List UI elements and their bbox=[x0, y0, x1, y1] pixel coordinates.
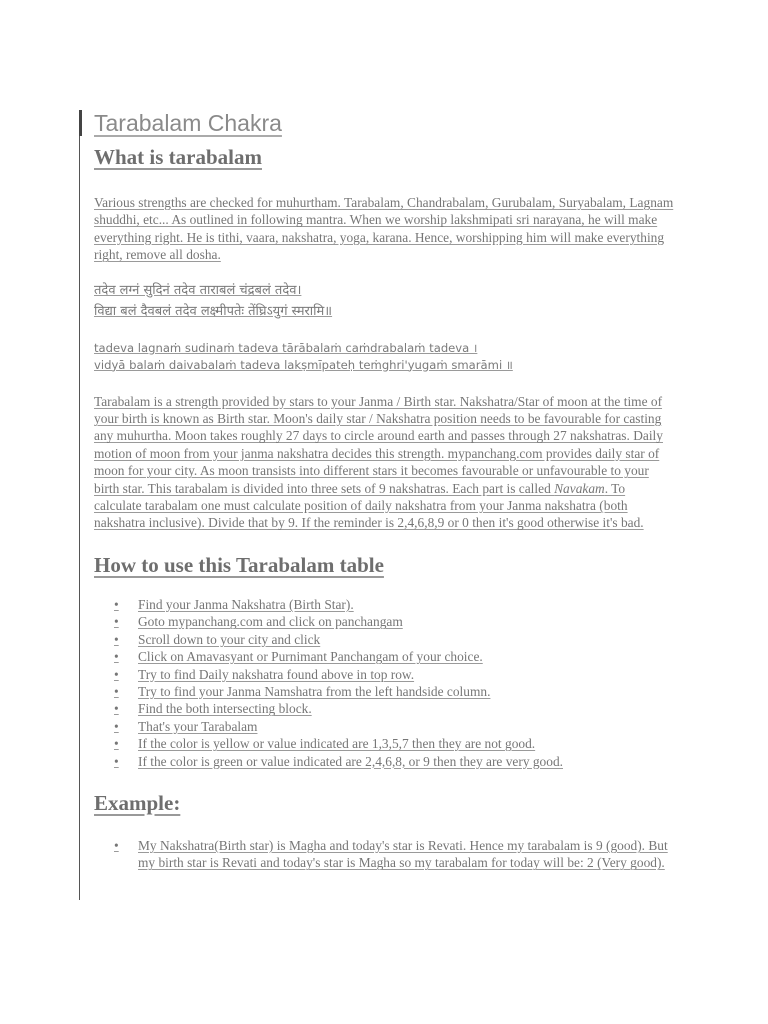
mantra-devanagari bbox=[94, 280, 674, 322]
heading-example: Example: bbox=[94, 790, 181, 815]
list-item bbox=[94, 631, 674, 648]
list-item-text: Find your Janma Nakshatra (Birth Star). bbox=[138, 596, 354, 612]
explanation-italic-term: Navakam bbox=[554, 480, 605, 496]
list-item bbox=[94, 753, 674, 770]
explanation-paragraph bbox=[94, 393, 674, 532]
bullet-icon: • bbox=[114, 649, 119, 665]
list-item-text: If the color is yellow or value indicated are 1,3,5,7 then they are not good. bbox=[138, 736, 536, 752]
bullet-icon: • bbox=[114, 736, 119, 752]
bullet-icon: • bbox=[114, 683, 119, 699]
left-margin-rule bbox=[79, 110, 80, 900]
bullet-icon: • bbox=[114, 753, 119, 769]
list-item-text: Goto mypanchang.com and click on panchangam bbox=[138, 614, 403, 630]
list-item bbox=[94, 700, 674, 717]
bullet-icon: • bbox=[114, 666, 119, 682]
list-item-text: That's your Tarabalam bbox=[138, 718, 258, 734]
intro-paragraph: Various strengths are checked for muhurtham. Tarabalam, Chandrabalam, Gurubalam, Suryabalam, Lagnam shuddhi, etc... As outlined in following mantra. When we worship lakshmipati sri narayana, he will make everything right. He is tithi, vaara, nakshatra, yoga, karana. Hence, worshipping him will make everything right, remove all dosha. bbox=[94, 195, 674, 263]
left-margin-rule-top bbox=[79, 110, 82, 136]
bullet-icon: • bbox=[114, 596, 119, 612]
list-item-text: If the color is green or value indicated are 2,4,6,8, or 9 then they are very good. bbox=[138, 753, 563, 769]
list-item bbox=[94, 648, 674, 665]
list-item-text: Click on Amavasyant or Purnimant Panchangam of your choice. bbox=[138, 649, 483, 665]
list-item bbox=[94, 596, 674, 613]
bullet-icon: • bbox=[114, 614, 119, 630]
bullet-icon: • bbox=[114, 701, 119, 717]
bullet-icon: • bbox=[114, 631, 119, 647]
mantra-devanagari-line-2: विद्या बलं दैवबलं तदेव लक्ष्मीपतेः तेंघ्रिऽयुगं स्मरामि॥ bbox=[94, 303, 333, 319]
mantra-transliteration-line-2: vidyā balaṁ daivabalaṁ tadeva lakṣmīpateḥ teṁghri'yugaṁ smarāmi ॥ bbox=[94, 357, 513, 372]
mantra-transliteration-line-1: tadeva lagnaṁ sudinaṁ tadeva tārābalaṁ caṁdrabalaṁ tadeva । bbox=[94, 340, 478, 355]
list-item-text: Scroll down to your city and click bbox=[138, 631, 321, 647]
page-title: Tarabalam Chakra bbox=[94, 110, 282, 136]
heading-how-to-use: How to use this Tarabalam table bbox=[94, 552, 384, 577]
explanation-text-part-2: . To calculate tarabalam one must calculate position of daily nakshatra from your Janma nakshatra (both nakshatra inclusive). Divide that by 9. If the reminder is 2,4,6,8,9 or 0 then it's good otherwise it's bad. bbox=[94, 480, 644, 531]
list-item bbox=[94, 735, 674, 752]
example-list bbox=[94, 837, 674, 872]
document-page bbox=[94, 108, 674, 872]
bullet-icon: • bbox=[114, 837, 119, 853]
mantra-transliteration bbox=[94, 340, 674, 374]
list-item bbox=[94, 666, 674, 683]
list-item-text: Find the both intersecting block. bbox=[138, 701, 312, 717]
list-item bbox=[94, 613, 674, 630]
list-item-text: My Nakshatra(Birth star) is Magha and today's star is Revati. Hence my tarabalam is 9 (good). But my birth star is Revati and today's star is Magha so my tarabalam for today will be: 2 (Very good). bbox=[138, 837, 668, 871]
bullet-icon: • bbox=[114, 718, 119, 734]
list-item bbox=[94, 683, 674, 700]
heading-what-is-tarabalam: What is tarabalam bbox=[94, 145, 262, 169]
mantra-devanagari-line-1: तदेव लग्नं सुदिनं तदेव ताराबलं चंद्रबलं तदेव। bbox=[94, 282, 302, 298]
list-item bbox=[94, 837, 674, 872]
list-item-text: Try to find your Janma Namshatra from the left handside column. bbox=[138, 683, 491, 699]
list-item bbox=[94, 718, 674, 735]
list-item-text: Try to find Daily nakshatra found above in top row. bbox=[138, 666, 415, 682]
how-to-use-list bbox=[94, 596, 674, 770]
explanation-text-part-1: Tarabalam is a strength provided by stars to your Janma / Birth star. Nakshatra/Star of moon at the time of your birth is known as Birth star. Moon's daily star / Nakshatra position needs to be favourable for casting any muhurtha. Moon takes roughly 27 days to circle around earth and passes through 27 nakshatras. Daily motion of moon from your janma nakshatra decides this strength. mypanchang.com provides daily star of moon for your city. As moon transists into different stars it becomes favourable or unfavourable to your birth star. This tarabalam is divided into three sets of 9 nakshatras. Each part is called bbox=[94, 393, 663, 496]
